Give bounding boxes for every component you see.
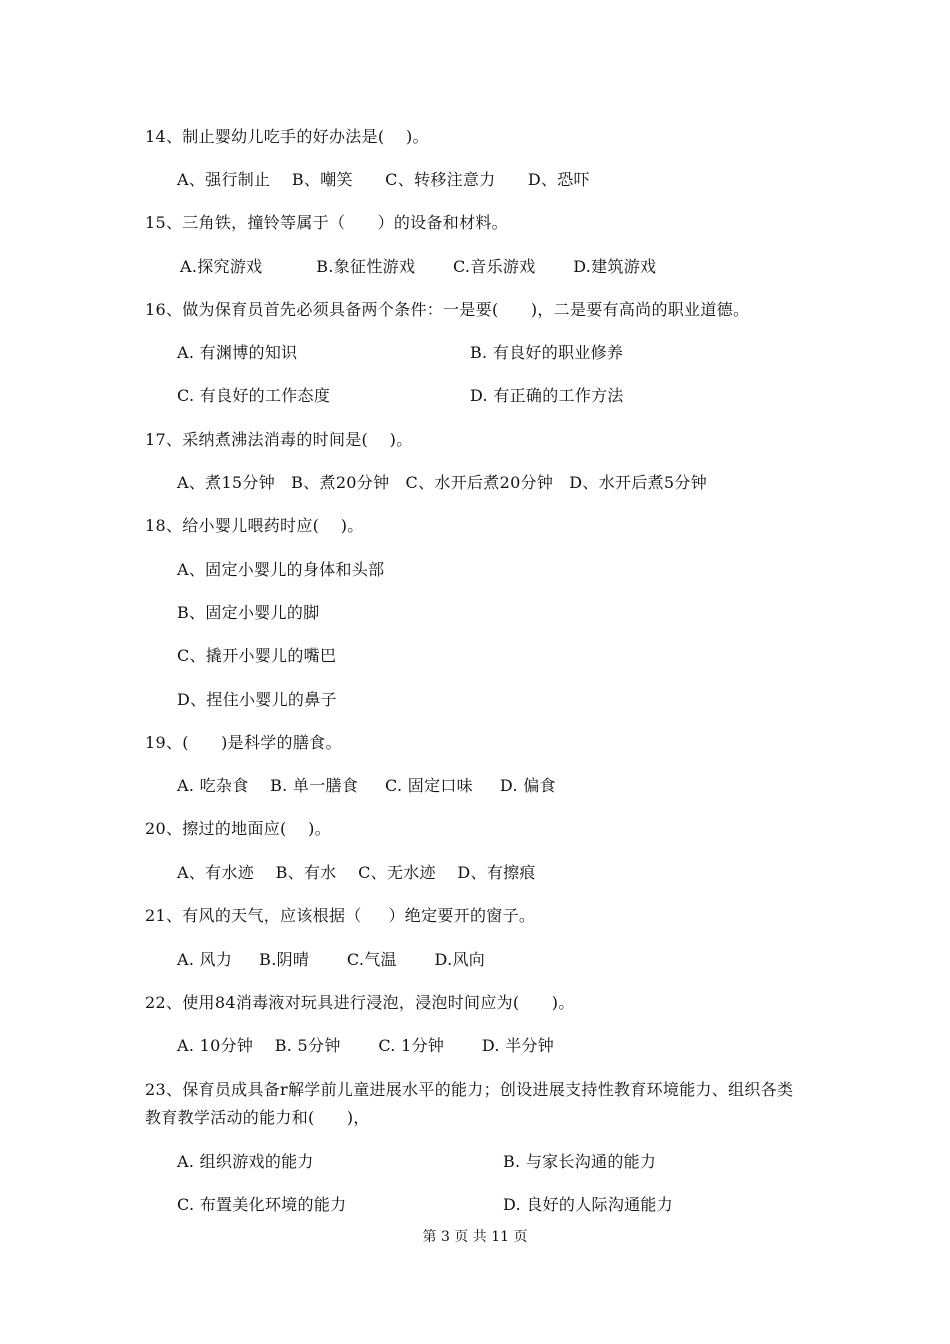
question-18-option-b: B、固定小婴儿的脚 <box>177 603 320 622</box>
question-22-stem: 22、使用84消毒液对玩具进行浸泡，浸泡时间应为( )。 <box>145 993 575 1012</box>
page-number-footer: 第 3 页 共 11 页 <box>422 1229 528 1245</box>
question-23-stem: 23、保育员成具备r解学前儿童进展水平的能力；创设进展支持性教育环境能力、组织各类 <box>145 1080 794 1099</box>
question-21-stem: 21、有风的天气，应该根据（ ）绝定要开的窗子。 <box>145 906 536 925</box>
question-17-options: A、煮15分钟 B、煮20分钟 C、水开后煮20分钟 D、水开后煮5分钟 <box>177 473 708 492</box>
question-17-stem: 17、采纳煮沸法消毒的时间是( )。 <box>145 430 413 449</box>
question-18-option-a: A、固定小婴儿的身体和头部 <box>177 560 385 579</box>
question-16-option-b: B. 有良好的职业修养 <box>470 343 624 362</box>
question-23-option-d: D. 良好的人际沟通能力 <box>503 1195 674 1214</box>
question-14-options: A、强行制止 B、嘲笑 C、转移注意力 D、恐吓 <box>177 170 590 189</box>
question-14-stem: 14、制止婴幼儿吃手的好办法是( )。 <box>145 127 429 146</box>
question-15-stem: 15、三角铁，撞铃等属于（ ）的设备和材料。 <box>145 213 508 232</box>
question-19-options: A. 吃杂食 B. 单一膳食 C. 固定口味 D. 偏食 <box>177 776 556 795</box>
question-16-option-d: D. 有正确的工作方法 <box>470 386 624 405</box>
question-18-option-d: D、捏住小婴儿的鼻子 <box>177 690 337 709</box>
question-19-stem: 19、( )是科学的膳食。 <box>145 733 342 752</box>
question-21-options: A. 风力 B.阴晴 C.气温 D.风向 <box>177 950 486 969</box>
question-15-options: A.探究游戏 B.象征性游戏 C.音乐游戏 D.建筑游戏 <box>180 257 657 276</box>
question-23-option-a: A. 组织游戏的能力 <box>177 1152 314 1171</box>
question-18-option-c: C、撬开小婴儿的嘴巴 <box>177 646 337 665</box>
question-22-options: A. 10分钟 B. 5分钟 C. 1分钟 D. 半分钟 <box>177 1036 555 1055</box>
question-16-option-a: A. 有渊博的知识 <box>177 343 298 362</box>
question-18-stem: 18、给小婴儿喂药时应( )。 <box>145 516 364 535</box>
question-23-option-c: C. 布置美化环境的能力 <box>177 1195 347 1214</box>
question-16-option-c: C. 有良好的工作态度 <box>177 386 331 405</box>
question-23-stem-continued: 教育教学活动的能力和( )， <box>145 1108 370 1127</box>
question-23-option-b: B. 与家长沟通的能力 <box>503 1152 657 1171</box>
question-16-stem: 16、做为保育员首先必须具备两个条件：一是要( )，二是要有高尚的职业道德。 <box>145 300 750 319</box>
question-20-options: A、有水迹 B、有水 C、无水迹 D、有擦痕 <box>177 863 536 882</box>
question-20-stem: 20、擦过的地面应( )。 <box>145 819 331 838</box>
